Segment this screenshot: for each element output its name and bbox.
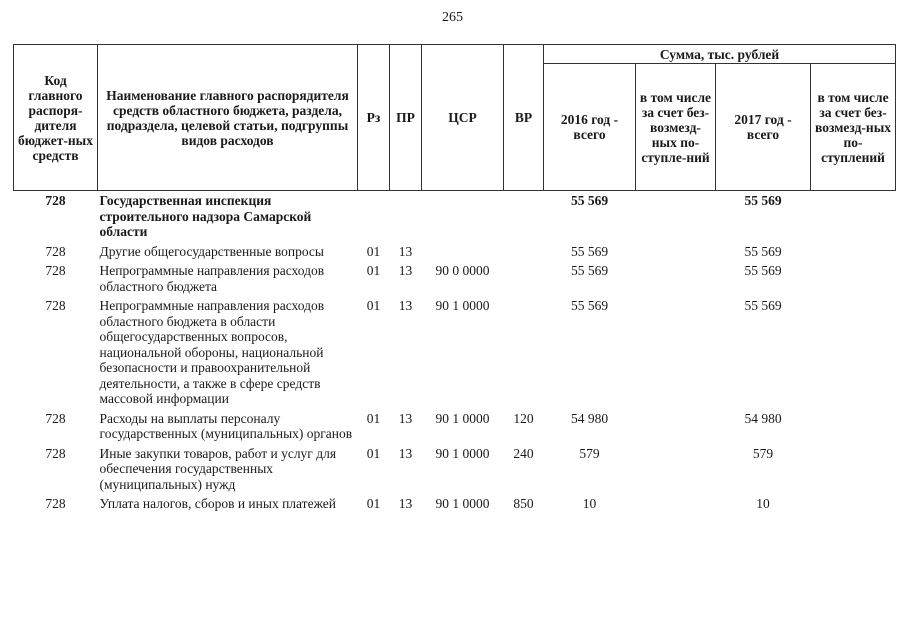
header-sum-group: Сумма, тыс. рублей [544,45,896,64]
cell-sum-2017: 55 569 [744,193,782,208]
cell-vr: 240 [513,445,534,461]
cell-name: Расходы на выплаты персоналу государственных (муниципальных) органов [99,410,353,441]
cell-code: 728 [45,263,66,278]
cell-free-2016 [636,411,716,446]
table-row [14,446,896,497]
header-2017-free: в том числе за счет без-возмезд-ных по-ступлений [811,64,896,191]
header-2017-total: 2017 год - всего [716,64,811,191]
cell-csr [422,244,504,264]
cell-free-2016 [636,191,716,244]
cell-vr: 850 [513,496,534,511]
cell-sum-2016: 55 569 [570,243,609,259]
cell-csr: 90 1 0000 [435,445,490,461]
cell-rz [358,191,390,244]
cell-name: Другие общегосударственные вопросы [99,243,324,259]
cell-pr: 13 [398,263,413,278]
table-body [14,191,896,516]
cell-code: 728 [45,445,66,461]
cell-sum-2016: 54 980 [570,410,609,426]
cell-free-2017 [811,244,896,264]
cell-free-2017 [811,263,896,298]
header-pr: ПР [390,45,422,191]
cell-sum-2017: 55 569 [744,298,782,313]
cell-free-2017 [811,411,896,446]
cell-sum-2017: 579 [752,445,774,461]
cell-rz: 01 [366,410,381,426]
cell-free-2016 [636,496,716,516]
cell-sum-2016: 55 569 [570,263,609,278]
table-row [14,298,896,411]
header-code: Код главного распоря-дителя бюджет-ных средств [14,45,98,191]
cell-csr [422,191,504,244]
cell-vr [504,244,544,264]
cell-free-2016 [636,263,716,298]
cell-sum-2017: 55 569 [744,263,782,278]
cell-code: 728 [45,496,66,511]
cell-rz: 01 [366,445,381,461]
table-row [14,191,896,244]
cell-vr: 120 [513,410,534,426]
page-number: 265 [442,10,463,25]
cell-name: Уплата налогов, сборов и иных платежей [99,496,336,511]
cell-free-2016 [636,446,716,497]
cell-free-2016 [636,244,716,264]
cell-sum-2017: 10 [756,496,770,511]
cell-rz: 01 [366,263,381,278]
cell-name: Непрограммные направления расходов областного бюджета в области общегосударственных вопросов, национальной обороны, национальной безопасности и правоохранительной деятельности, а также в сфере средств массовой информации [99,298,325,406]
table-row [14,496,896,516]
cell-free-2016 [636,298,716,411]
cell-rz: 01 [366,298,381,313]
cell-name: Иные закупки товаров, работ и услуг для обеспечения государственных (муниципальных) нужд [99,445,337,492]
cell-name: Непрограммные направления расходов областного бюджета [99,263,325,294]
header-rz: Рз [358,45,390,191]
cell-free-2017 [811,298,896,411]
cell-sum-2016: 55 569 [570,298,609,313]
cell-vr [504,298,544,411]
cell-sum-2016: 55 569 [570,193,609,208]
cell-sum-2016: 10 [582,496,597,511]
cell-rz: 01 [366,243,381,259]
header-name: Наименование главного распорядителя средств областного бюджета, раздела, подраздела, целевой статьи, подгруппы видов расходов [98,45,358,191]
table-row [14,263,896,298]
cell-sum-2016: 579 [579,445,600,461]
cell-pr: 13 [398,410,413,426]
cell-code: 728 [45,243,66,259]
cell-pr: 13 [398,445,413,461]
cell-vr [504,263,544,298]
cell-free-2017 [811,446,896,497]
header-2016-free: в том числе за счет без-возмезд-ных по-ступле-ний [636,64,716,191]
table-row [14,411,896,446]
cell-csr: 90 1 0000 [435,496,490,511]
cell-sum-2017: 55 569 [744,243,782,259]
cell-sum-2017: 54 980 [744,410,782,426]
cell-pr [390,191,422,244]
header-csr: ЦСР [422,45,504,191]
table-row [14,244,896,264]
cell-code: 728 [45,410,66,426]
cell-csr: 90 0 0000 [435,263,490,278]
cell-vr [504,191,544,244]
budget-table [13,44,896,516]
cell-rz: 01 [366,496,381,511]
header-vr: ВР [504,45,544,191]
cell-name: Государственная инспекция строительного надзора Самарской области [99,193,312,239]
cell-code: 728 [45,193,66,208]
cell-pr: 13 [398,243,413,259]
cell-free-2017 [811,191,896,244]
cell-pr: 13 [398,496,413,511]
cell-free-2017 [811,496,896,516]
cell-csr: 90 1 0000 [435,298,490,313]
cell-csr: 90 1 0000 [435,410,490,426]
header-2016-total: 2016 год - всего [544,64,636,191]
cell-pr: 13 [398,298,413,313]
cell-code: 728 [45,298,66,313]
